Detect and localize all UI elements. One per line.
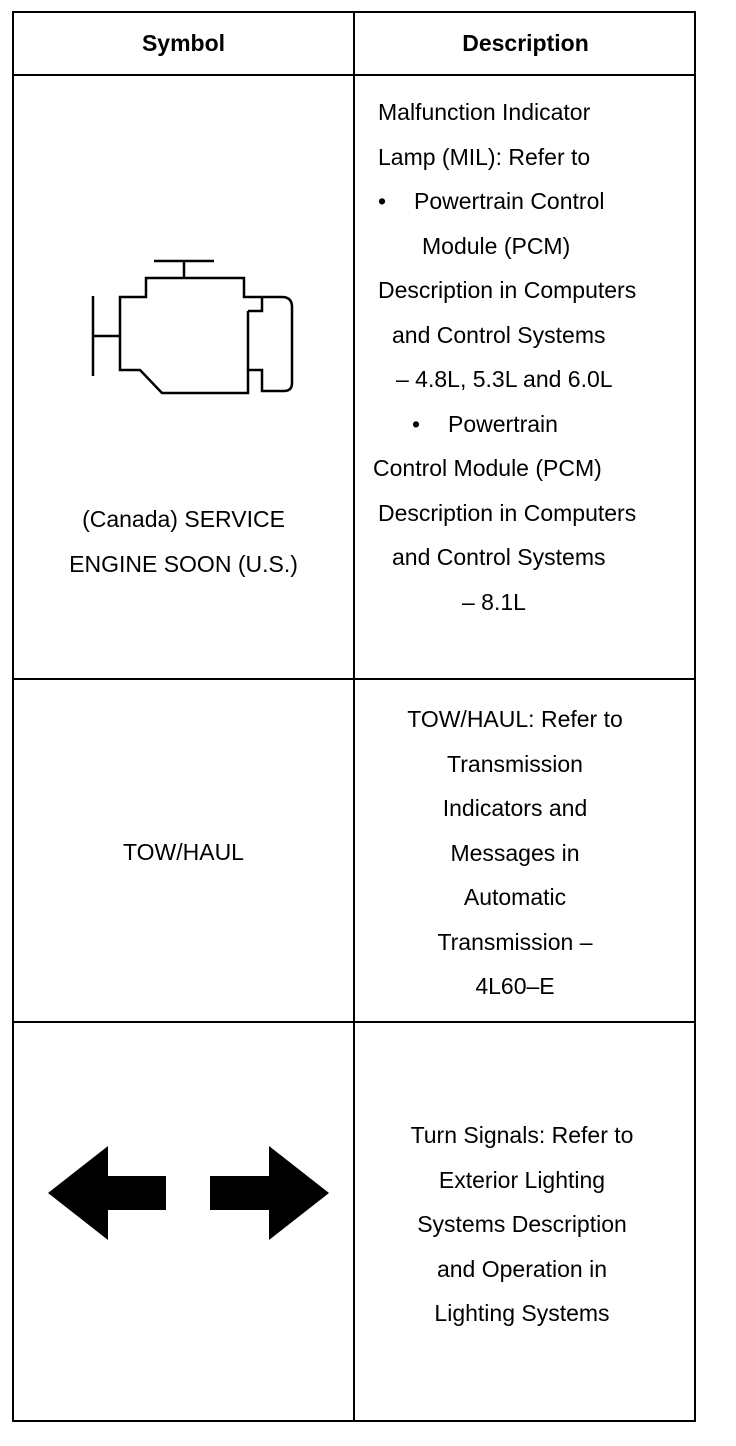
bullet2-line-1: Powertrain bbox=[448, 410, 558, 437]
right-arrow-icon bbox=[210, 1146, 329, 1240]
turn-line-3: Systems Description bbox=[417, 1211, 627, 1237]
engine-caption bbox=[14, 497, 353, 586]
bullet2-line-2: Control Module (PCM) bbox=[373, 455, 602, 481]
towhaul-line-1: TOW/HAUL: Refer to bbox=[407, 706, 623, 732]
bullet1-line-1: Powertrain Control bbox=[414, 188, 605, 214]
row-divider-1 bbox=[14, 678, 694, 680]
turn-line-2: Exterior Lighting bbox=[438, 1166, 606, 1193]
towhaul-line-7: 4L60–E bbox=[475, 973, 555, 999]
header-symbol: Symbol bbox=[141, 30, 226, 56]
towhaul-line-2: Transmission bbox=[447, 750, 583, 777]
row-divider-2 bbox=[14, 1021, 694, 1023]
towhaul-line-6: Transmission – bbox=[437, 928, 593, 955]
turn-line-4: and Operation in bbox=[436, 1255, 608, 1282]
bullet1-line-4: and Control Systems bbox=[392, 321, 606, 348]
mil-intro-line-1: Malfunction Indicator bbox=[378, 99, 591, 125]
turn-signals-description bbox=[355, 1113, 689, 1336]
bullet1-line-5: – 4.8L, 5.3L and 6.0L bbox=[396, 366, 613, 392]
bullet2-line-3: Description in Computers bbox=[378, 499, 637, 526]
bullet2-line-4: and Control Systems bbox=[392, 544, 606, 570]
turn-line-5: Lighting Systems bbox=[434, 1300, 610, 1326]
indicator-table bbox=[12, 11, 696, 1422]
bullet1-line-2: Module (PCM) bbox=[422, 232, 571, 259]
mil-description bbox=[366, 90, 636, 624]
towhaul-caption: TOW/HAUL bbox=[123, 839, 244, 865]
engine-caption-line-1: (Canada) SERVICE bbox=[82, 506, 285, 532]
towhaul-line-4: Messages in bbox=[450, 839, 580, 866]
bullet-marker-1: • bbox=[378, 188, 387, 214]
left-arrow-icon bbox=[48, 1146, 166, 1240]
header-description: Description bbox=[462, 30, 589, 56]
engine-icon bbox=[80, 252, 300, 402]
engine-caption-line-2: ENGINE SOON (U.S.) bbox=[69, 550, 298, 577]
towhaul-description bbox=[355, 697, 675, 1009]
bullet-marker-2: • bbox=[412, 410, 421, 437]
turn-signal-arrows-icon bbox=[48, 1146, 330, 1240]
bullet1-line-3: Description in Computers bbox=[378, 277, 637, 303]
towhaul-line-3: Indicators and bbox=[442, 795, 588, 821]
turn-line-1: Turn Signals: Refer to bbox=[410, 1122, 634, 1148]
towhaul-line-5: Automatic bbox=[463, 884, 567, 910]
header-divider bbox=[14, 74, 694, 76]
mil-intro-line-2: Lamp (MIL): Refer to bbox=[378, 143, 591, 170]
bullet2-line-5: – 8.1L bbox=[462, 588, 526, 615]
